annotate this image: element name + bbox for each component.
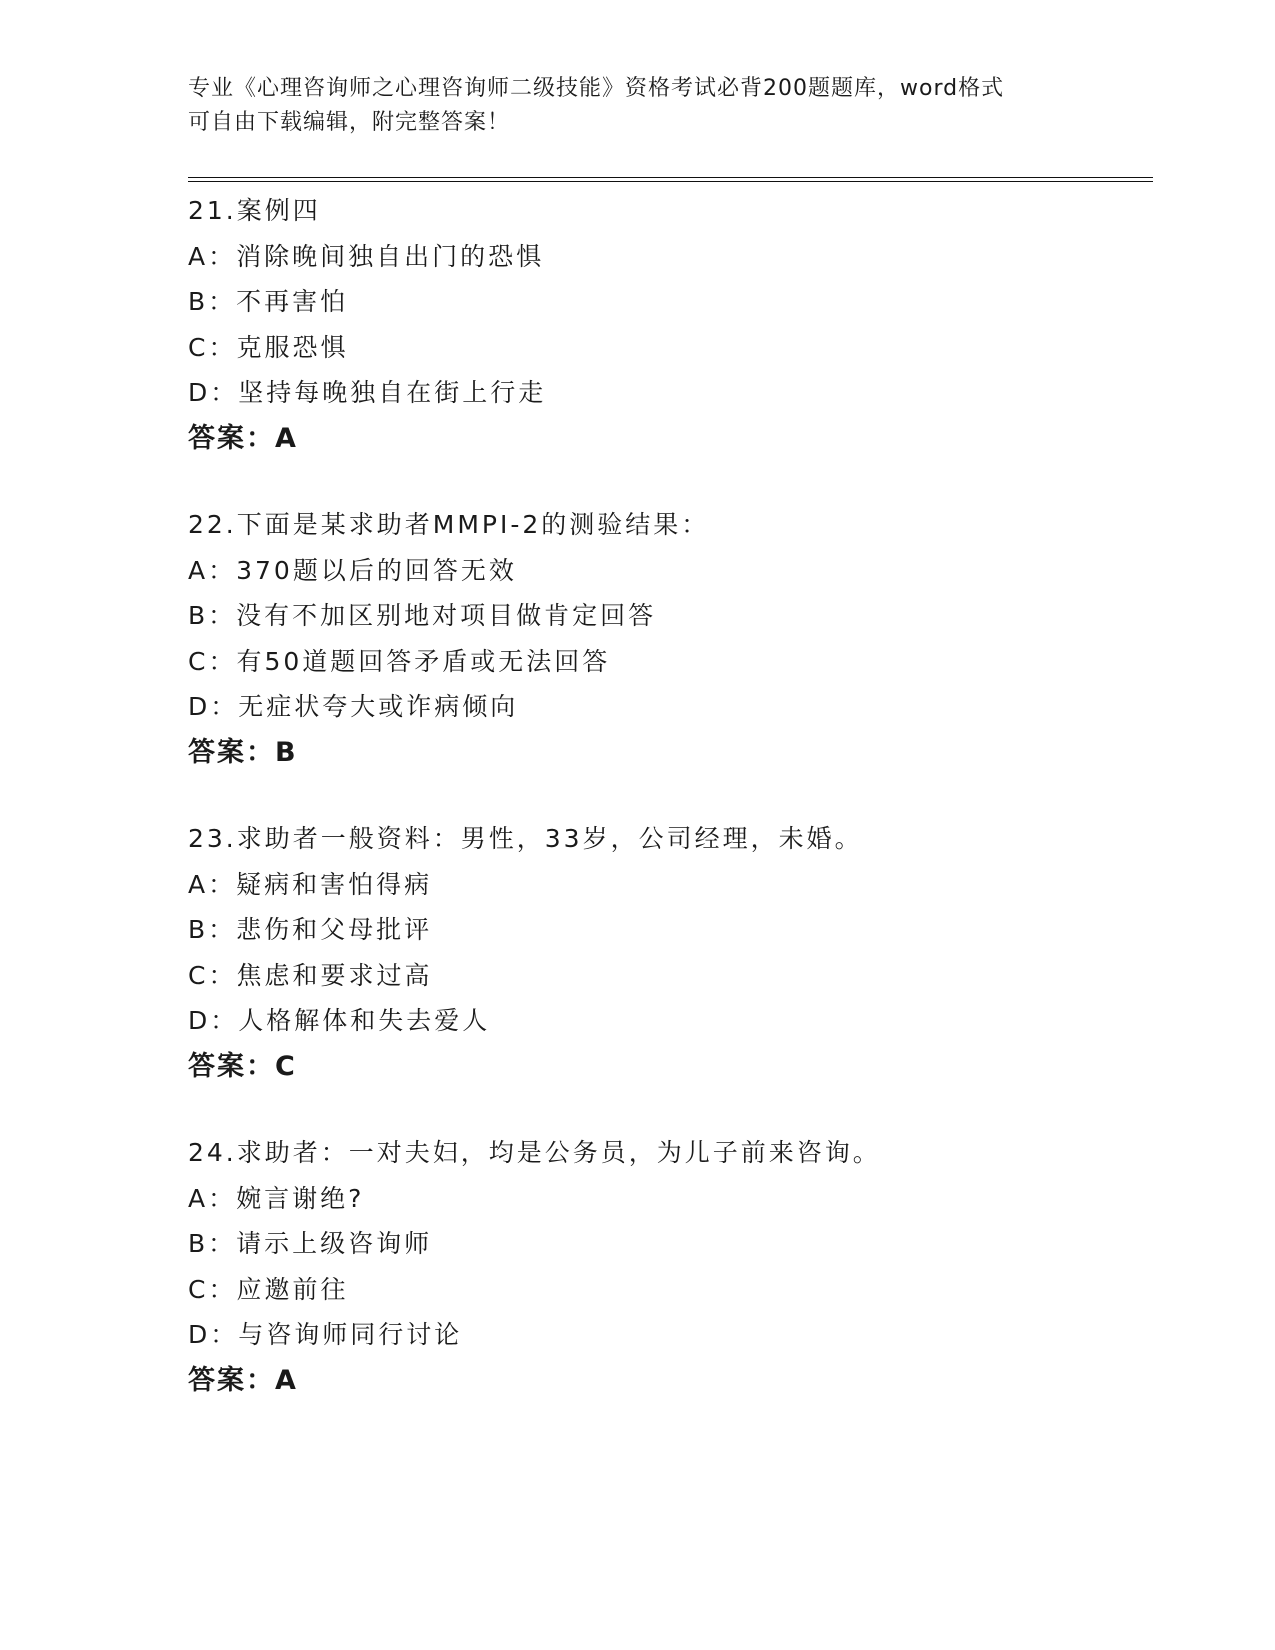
header-rule-top — [188, 177, 1153, 178]
option-b: B：请示上级咨询师 — [188, 1229, 433, 1258]
question-24 — [188, 1130, 1153, 1403]
header-line-1: 专业《心理咨询师之心理咨询师二级技能》资格考试必背200题题库，word格式 — [188, 76, 1005, 101]
option-c: C：应邀前往 — [188, 1274, 349, 1304]
option-d: D：与咨询师同行讨论 — [188, 1320, 463, 1349]
question-23 — [188, 816, 1153, 1089]
option-b: B：不再害怕 — [188, 287, 349, 316]
option-d: D：坚持每晚独自在街上行走 — [188, 378, 547, 407]
option-b: B：没有不加区别地对项目做肯定回答 — [188, 601, 657, 630]
question-21 — [188, 188, 1153, 461]
answer-label: 答案：A — [188, 1364, 298, 1396]
option-b: B：悲伤和父母批评 — [188, 915, 433, 944]
header-rule-bottom — [188, 181, 1153, 182]
option-d: D：人格解体和失去爱人 — [188, 1006, 491, 1035]
option-c: C：焦虑和要求过高 — [188, 960, 433, 990]
option-a: A：婉言谢绝? — [188, 1183, 365, 1213]
document-header — [188, 72, 1088, 140]
question-list — [188, 188, 1153, 1444]
option-d: D：无症状夸大或诈病倾向 — [188, 692, 519, 721]
question-stem: 21.案例四 — [188, 196, 321, 225]
question-stem: 22.下面是某求助者MMPI-2的测验结果： — [188, 510, 710, 539]
option-a: A：370题以后的回答无效 — [188, 555, 517, 585]
question-stem: 24.求助者：一对夫妇，均是公务员，为儿子前来咨询。 — [188, 1138, 881, 1167]
answer-label: 答案：A — [188, 422, 298, 454]
option-c: C：有50道题回答矛盾或无法回答 — [188, 646, 611, 676]
question-22 — [188, 502, 1153, 775]
header-line-2: 可自由下载编辑，附完整答案！ — [188, 110, 511, 135]
question-stem: 23.求助者一般资料：男性，33岁，公司经理，未婚。 — [188, 824, 863, 853]
option-a: A：消除晚间独自出门的恐惧 — [188, 241, 545, 271]
option-a: A：疑病和害怕得病 — [188, 869, 433, 899]
answer-label: 答案：C — [188, 1050, 297, 1082]
option-c: C：克服恐惧 — [188, 332, 349, 362]
answer-label: 答案：B — [188, 736, 298, 768]
